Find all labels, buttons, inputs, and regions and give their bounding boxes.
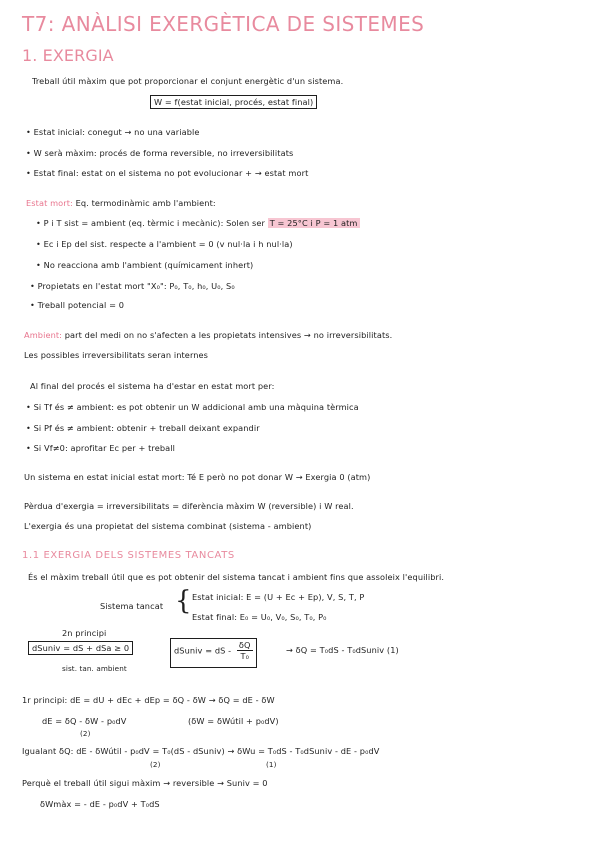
bullet-initial-state: • Estat inicial: conegut → no una variable (26, 127, 200, 137)
dead-state-item-5: • Treball potencial = 0 (30, 300, 125, 310)
entropy-univ-prefix: dSuniv = dS - (174, 645, 232, 656)
intro-line: Treball útil màxim que pot proporcionar el conjunt energètic d'un sistema. (32, 76, 344, 86)
dead-state-highlight: T = 25°C i P = 1 atm (269, 218, 358, 228)
closed-intro: És el màxim treball útil que es pot obtenir del sistema tancat i ambient fins que assoleix l'equilibri. (28, 572, 445, 582)
equation-mark-1: (1) (266, 760, 277, 769)
entropy-under-labels: sist. tan. ambient (62, 664, 127, 673)
final-state-item-3: • Si Vf≠0: aprofitar Ec per + treball (26, 443, 176, 453)
section-heading-exergia: 1. EXERGIA (22, 46, 114, 65)
energy-equation: dE = δQ - δW - p₀dV (42, 716, 127, 726)
equation-mark-2b: (2) (150, 760, 161, 769)
page-title: T7: ANÀLISI EXERGÈTICA DE SISTEMES (22, 12, 425, 36)
second-law-label: 2n principi (62, 628, 107, 638)
closed-system-label: Sistema tancat (100, 601, 164, 611)
work-split-equation: (δW = δWútil + p₀dV) (188, 716, 279, 726)
dead-state-item-1-text: • P i T sist = ambient (eq. tèrmic i mecànic): Solen ser (36, 218, 266, 228)
dead-state-label: Estat mort: (26, 198, 73, 208)
dead-state-line (26, 198, 216, 208)
entropy-univ-box (170, 638, 257, 668)
heat-result: → δQ = T₀dS - T₀dSuniv (1) (286, 645, 399, 655)
note-exergy-property: L'exergia és una propietat del sistema combinat (sistema - ambient) (24, 521, 312, 531)
final-state-item-1: • Si Tf és ≠ ambient: es pot obtenir un W addicional amb una màquina tèrmica (26, 402, 359, 412)
section-heading-closed-systems: 1.1 EXERGIA DELS SISTEMES TANCATS (22, 550, 235, 561)
note-dead-state-system: Un sistema en estat inicial estat mort: Té E però no pot donar W → Exergia 0 (atm) (24, 472, 371, 482)
final-state-item-2: • Si Pf és ≠ ambient: obtenir + treball deixant expandir (26, 423, 260, 433)
final-state-intro: Al final del procés el sistema ha d'estar en estat mort per: (30, 381, 275, 391)
first-law-line: 1r principi: dE = dU + dEc + dEp = δQ - δW → δQ = dE - δW (22, 695, 275, 705)
bullet-max-work: • W serà màxim: procés de forma reversible, no irreversibilitats (26, 148, 294, 158)
fraction-denominator: T₀ (240, 651, 249, 661)
closed-final-state: Estat final: E₀ = U₀, V₀, S₀, T₀, P₀ (192, 612, 327, 622)
closed-initial-state: Estat inicial: E = (U + Ec + Ep), V, S, T, P (192, 592, 365, 602)
dead-state-item-4: • Propietats en l'estat mort "X₀": P₀, T₀, h₀, U₀, S₀ (30, 281, 235, 291)
dead-state-item-1 (36, 218, 360, 228)
fraction-numerator: δQ (238, 640, 251, 650)
equation-mark-2: (2) (80, 729, 91, 738)
equalize-line: Igualant δQ: dE - δWútil - p₀dV = T₀(dS - dSuniv) → δWu = T₀dS - T₀dSuniv - dE - p₀dV (22, 746, 380, 756)
ambient-label: Ambient: (24, 330, 63, 340)
ambient-line-2: Les possibles irreversibilitats seran internes (24, 350, 209, 360)
intro-formula-box: W = f(estat inicial, procés, estat final) (150, 95, 317, 109)
brace-icon: { (175, 586, 192, 616)
ambient-text: part del medi on no s'afecten a les propietats intensives → no irreversibilitats. (64, 330, 393, 340)
max-work-equation: δWmàx = - dE - p₀dV + T₀dS (40, 799, 160, 809)
entropy-box (28, 643, 133, 653)
dead-state-item-2: • Ec i Ep del sist. respecte a l'ambient = 0 (v nul·la i h nul·la) (36, 239, 293, 249)
entropy-fraction (237, 640, 253, 661)
ambient-line (24, 330, 392, 340)
max-work-condition: Perquè el treball útil sigui màxim → reversible → Suniv = 0 (22, 778, 268, 788)
entropy-equation: dSuniv = dS + dSa ≥ 0 (28, 641, 133, 655)
note-exergy-loss: Pèrdua d'exergia = irreversibilitats = diferència màxim W (reversible) i W real. (24, 501, 354, 511)
bullet-final-state: • Estat final: estat on el sistema no pot evolucionar + → estat mort (26, 168, 309, 178)
dead-state-item-3: • No reacciona amb l'ambient (químicament inhert) (36, 260, 254, 270)
dead-state-text: Eq. termodinàmic amb l'ambient: (75, 198, 216, 208)
